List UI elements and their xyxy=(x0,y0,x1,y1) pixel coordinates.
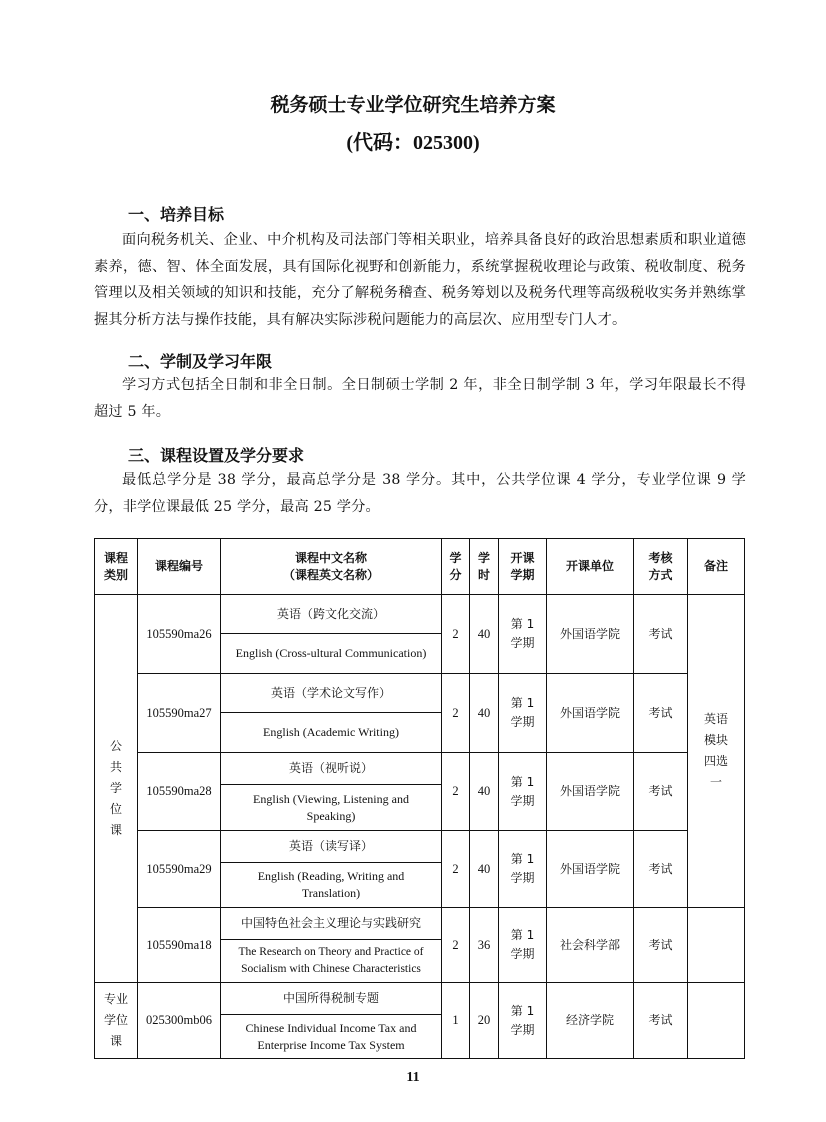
section-heading-courses: 三、课程设置及学分要求 xyxy=(128,446,305,465)
header-category: 课程类别 xyxy=(95,539,138,595)
course-code: 105590ma27 xyxy=(138,674,221,753)
table-row xyxy=(95,753,745,785)
header-code: 课程编号 xyxy=(138,539,221,595)
course-code: 105590ma29 xyxy=(138,831,221,908)
course-code: 105590ma28 xyxy=(138,753,221,831)
course-name-cn: 英语（视听说） xyxy=(221,753,442,785)
course-hours: 40 xyxy=(470,831,499,908)
course-code: 105590ma18 xyxy=(138,908,221,983)
course-assessment: 考试 xyxy=(634,674,688,753)
page-number: 11 xyxy=(406,1070,420,1085)
course-unit: 经济学院 xyxy=(547,983,634,1059)
table-row xyxy=(95,674,745,713)
course-unit: 外国语学院 xyxy=(547,831,634,908)
course-code: 105590ma26 xyxy=(138,595,221,674)
course-hours: 36 xyxy=(470,908,499,983)
section-body-goals: 面向税务机关、企业、中介机构及司法部门等相关职业，培养具备良好的政治思想素质和职业道德素养，德、智、体全面发展，具有国际化视野和创新能力，系统掌握税收理论与政策、税收制度、税务管理以及相关领域的知识和技能，充分了解税务稽查、税务筹划以及税务代理等高级税收实务并熟练掌握其分析方法与操作技能，具有解决实际涉税问题能力的高层次、应用型专门人才。 xyxy=(94,232,746,328)
remark-cell-english: 英语模块四选一 xyxy=(688,595,745,908)
course-name-cn: 英语（读写译） xyxy=(221,831,442,863)
course-unit: 外国语学院 xyxy=(547,595,634,674)
header-assessment: 考核方式 xyxy=(634,539,688,595)
course-credits: 2 xyxy=(442,595,470,674)
course-credits: 1 xyxy=(442,983,470,1059)
course-remark xyxy=(688,908,745,983)
course-assessment: 考试 xyxy=(634,908,688,983)
course-assessment: 考试 xyxy=(634,983,688,1059)
course-semester: 第 1 学期 xyxy=(499,753,547,831)
category-cell-professional: 专业学位课 xyxy=(95,983,138,1059)
course-credits: 2 xyxy=(442,674,470,753)
course-unit: 外国语学院 xyxy=(547,674,634,753)
category-cell-public: 公共学位课 xyxy=(95,595,138,983)
header-name: 课程中文名称 （课程英文名称） xyxy=(221,539,442,595)
course-hours: 40 xyxy=(470,674,499,753)
header-semester: 开课学期 xyxy=(499,539,547,595)
course-assessment: 考试 xyxy=(634,595,688,674)
section-body-courses: 最低总学分是 38 学分，最高总学分是 38 学分。其中，公共学位课 4 学分，专业学位课 9 学分，非学位课最低 25 学分，最高 25 学分。 xyxy=(94,472,746,515)
course-credits: 2 xyxy=(442,908,470,983)
course-assessment: 考试 xyxy=(634,753,688,831)
course-assessment: 考试 xyxy=(634,831,688,908)
section-heading-goals: 一、培养目标 xyxy=(128,205,225,224)
course-name-en: English (Viewing, Listening and Speaking) xyxy=(221,785,442,831)
course-remark xyxy=(688,983,745,1059)
course-name-en: The Research on Theory and Practice of Socialism with Chinese Characteristics xyxy=(221,940,442,983)
course-code: 025300mb06 xyxy=(138,983,221,1059)
header-remarks: 备注 xyxy=(688,539,745,595)
course-unit: 社会科学部 xyxy=(547,908,634,983)
course-hours: 40 xyxy=(470,595,499,674)
course-name-cn: 中国所得税制专题 xyxy=(221,983,442,1015)
table-row xyxy=(95,595,745,634)
course-name-en: English (Reading, Writing and Translation) xyxy=(221,863,442,908)
course-semester: 第 1 学期 xyxy=(499,674,547,753)
course-name-cn: 英语（跨文化交流） xyxy=(221,595,442,634)
course-name-en: Chinese Individual Income Tax and Enterprise Income Tax System xyxy=(221,1015,442,1059)
course-credits: 2 xyxy=(442,831,470,908)
section-heading-duration: 二、学制及学习年限 xyxy=(128,352,273,371)
course-name-en: English (Cross-ultural Communication) xyxy=(221,634,442,674)
course-semester: 第 1 学期 xyxy=(499,831,547,908)
course-unit: 外国语学院 xyxy=(547,753,634,831)
course-semester: 第 1 学期 xyxy=(499,983,547,1059)
course-name-cn: 英语（学术论文写作） xyxy=(221,674,442,713)
table-row xyxy=(95,983,745,1015)
table-header-row xyxy=(95,539,745,595)
header-hours: 学时 xyxy=(470,539,499,595)
program-code: (代码：025300) xyxy=(346,132,480,154)
course-semester: 第 1 学期 xyxy=(499,595,547,674)
header-credits: 学分 xyxy=(442,539,470,595)
course-credits: 2 xyxy=(442,753,470,831)
header-unit: 开课单位 xyxy=(547,539,634,595)
section-body-duration: 学习方式包括全日制和非全日制。全日制硕士学制 2 年，非全日制学制 3 年，学习年限最长不得超过 5 年。 xyxy=(94,377,746,420)
course-name-cn: 中国特色社会主义理论与实践研究 xyxy=(221,908,442,940)
course-semester: 第 1 学期 xyxy=(499,908,547,983)
course-hours: 40 xyxy=(470,753,499,831)
course-name-en: English (Academic Writing) xyxy=(221,713,442,753)
table-row xyxy=(95,831,745,863)
course-hours: 20 xyxy=(470,983,499,1059)
course-table xyxy=(94,538,745,1059)
document-title: 税务硕士专业学位研究生培养方案 xyxy=(270,94,556,116)
table-row xyxy=(95,908,745,940)
